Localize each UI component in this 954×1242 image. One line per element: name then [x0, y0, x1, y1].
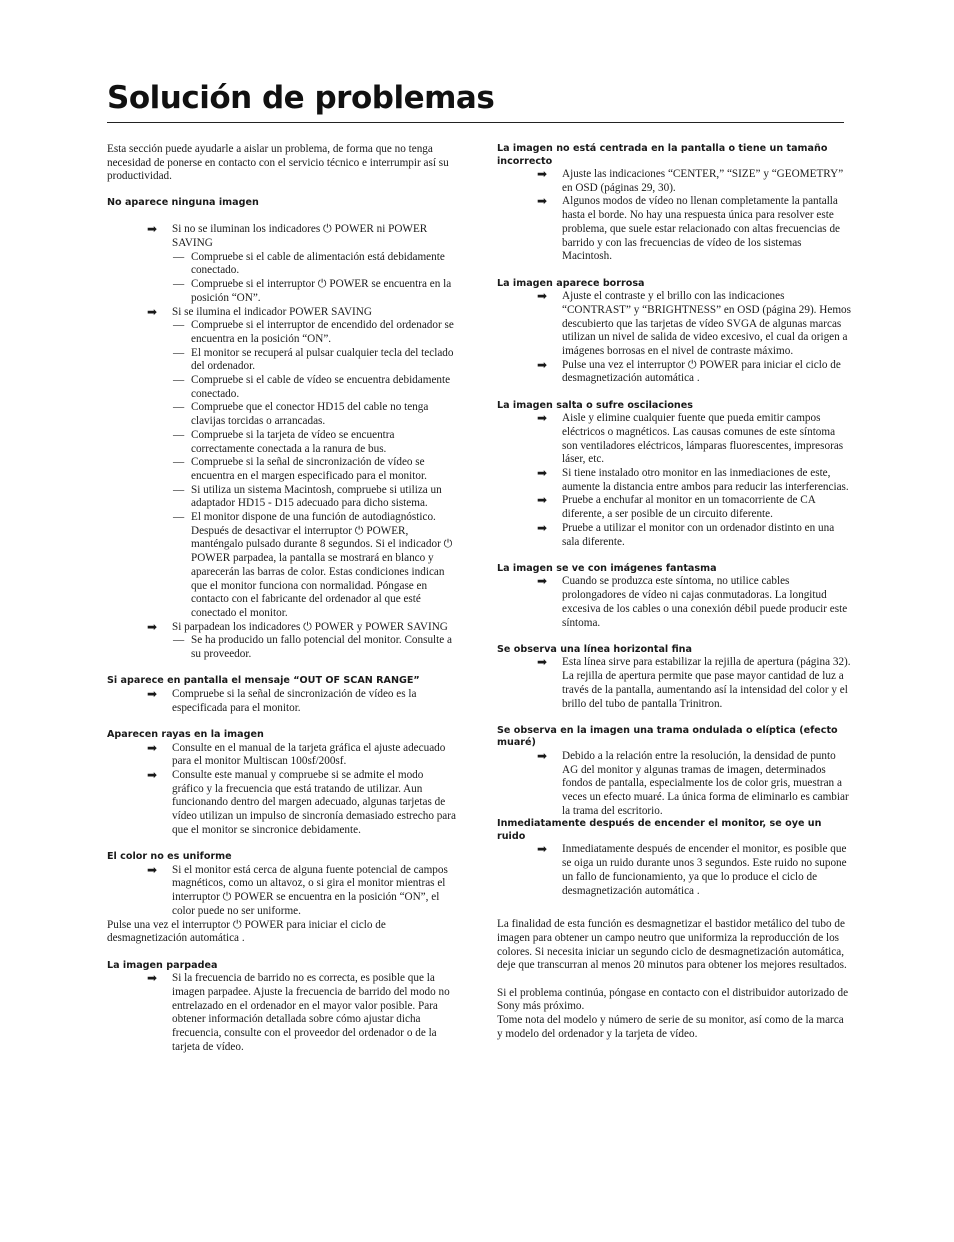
arrow-icon: ➡: [537, 167, 548, 181]
dash-item: [107, 374, 457, 401]
item-text: Ajuste el contraste y el brillo con las indicaciones “CONTRAST” y “BRIGHTNESS” en OSD (página 29). Hemos descubierto que las tarjetas de vídeo SVGA de algunas marcas utilizan un nivel de salida de video excesivo, el cual da origen a imágenes borrosas en el nivel de contraste máximo.: [562, 290, 851, 357]
arrow-icon: ➡: [537, 289, 548, 304]
item-text: Compruebe si la tarjeta de vídeo se encuentra correctamente conectada a la ranura de bus.: [191, 428, 395, 455]
arrow-icon: ➡: [537, 520, 548, 535]
paragraph: Esta sección puede ayudarle a aislar un problema, de forma que no tenga necesidad de ponerse en contacto con el servicio técnico e interrumpir así su productividad.: [107, 143, 449, 183]
dash-icon: —: [173, 250, 185, 263]
section-heading: Si aparece en pantalla el mensaje “OUT OF SCAN RANGE”: [107, 675, 420, 687]
dash-icon: —: [173, 319, 185, 332]
dash-item: [107, 456, 457, 483]
dash-item: [107, 484, 457, 511]
bullet-item: [497, 195, 852, 264]
item-text: Si parpadean los indicadores ⏻ POWER y POWER SAVING: [172, 620, 448, 633]
item-text: Si la frecuencia de barrido no es correcta, es posible que la imagen parpadee. Ajuste la frecuencia de barrido del modo no entrelazado en el ordenador en el mayor valor posible. Para obtener información detallada sobre cómo ajustar dicha frecuencia, consulte con el proveedor del ordenador o de la tarjeta de vídeo.: [172, 972, 450, 1053]
dash-icon: —: [173, 374, 185, 387]
arrow-icon: ➡: [537, 842, 548, 857]
arrow-icon: ➡: [537, 411, 548, 426]
arrow-icon: ➡: [147, 767, 158, 782]
arrow-icon: ➡: [537, 574, 548, 589]
arrow-icon: ➡: [147, 304, 158, 319]
dash-item: [107, 634, 457, 661]
item-text: Algunos modos de vídeo no llenan completamente la pantalla hasta el borde. No hay una respuesta única para resolver este problema, que suele estar relacionado con altas frecuencias de barrido y con las frecuencias de vídeo de los sistemas Macintosh.: [562, 195, 840, 263]
section-heading: Aparecen rayas en la imagen: [107, 729, 264, 741]
section-heading: El color no es uniforme: [107, 851, 232, 863]
bullet-item: [497, 750, 852, 819]
dash-icon: —: [173, 456, 185, 469]
item-text: Ajuste las indicaciones “CENTER,” “SIZE” y “GEOMETRY” en OSD (páginas 29, 30).: [562, 168, 844, 194]
item-text: Consulte este manual y compruebe si se admite el modo gráfico y la frecuencia que está tratando de utilizar. Aun funcionando dentro del margen adecuado, algunas tarjetas de vídeo utilizan un impulso de sincronía demasiado estrecho para que el monitor se sincronice debidamente.: [172, 768, 456, 836]
bullet-item: [107, 972, 457, 1054]
closing-paragraph: Si el problema continúa, póngase en contacto con el distribuidor autorizado de Sony más próximo.: [497, 986, 849, 1013]
dash-icon: —: [173, 401, 185, 414]
bullet-item: [497, 467, 852, 494]
arrow-icon: ➡: [537, 466, 548, 481]
item-text: El monitor se recuperá al pulsar cualquier tecla del teclado del ordenador.: [191, 346, 454, 373]
dash-item: [107, 401, 457, 428]
bullet-item: [497, 290, 852, 359]
bullet-item: [107, 306, 457, 320]
bullet-item: [497, 359, 852, 386]
section-heading: La imagen se ve con imágenes fantasma: [497, 562, 717, 574]
arrow-icon: ➡: [147, 222, 158, 237]
dash-icon: —: [173, 278, 185, 291]
dash-item: [107, 347, 457, 374]
dash-item: [107, 429, 457, 456]
spacer: [107, 210, 457, 224]
item-text: Si utiliza un sistema Macintosh, compruebe si utiliza un adaptador HD15 - D15 adecuado para dicho sistema.: [191, 483, 442, 510]
bullet-item: [107, 864, 457, 919]
spacer: [107, 946, 457, 960]
arrow-icon: ➡: [147, 862, 158, 877]
spacer: [497, 549, 852, 563]
dash-icon: —: [173, 511, 185, 524]
section-heading: Se observa en la imagen una trama ondulada o elíptica (efecto muaré): [497, 724, 838, 749]
bullet-item: [497, 656, 852, 711]
dash-icon: —: [173, 428, 185, 441]
page-title: Solución de problemas: [107, 80, 495, 116]
bullet-item: [497, 168, 852, 195]
section-heading: La imagen parpadea: [107, 959, 218, 971]
spacer: [497, 711, 852, 725]
item-text: Si se ilumina el indicador POWER SAVING: [172, 305, 372, 318]
paragraph: Pulse una vez el interruptor ⏻ POWER para iniciar el ciclo de desmagnetización automática .: [107, 918, 386, 945]
spacer: [497, 386, 852, 400]
item-text: Compruebe si el cable de vídeo se encuentra debidamente conectado.: [191, 374, 451, 400]
item-text: Esta línea sirve para estabilizar la rejilla de apertura (página 32). La rejilla de apertura permite que pase mayor cantidad de luz a través de la pantalla, aumentando así la intensidad del color y el brillo del tubo de pantalla Trinitron.: [562, 656, 851, 710]
item-text: Debido a la relación entre la resolución, la densidad de punto AG del monitor y algunas tramas de imagen, determinados fondos de pantalla, especialmente los de color gris, muestran a veces un efecto muaré. La única forma de eliminarlo es cambiar la trama del escritorio.: [562, 749, 849, 817]
dash-icon: —: [173, 483, 185, 496]
arrow-icon: ➡: [537, 493, 548, 508]
bullet-item: [107, 621, 457, 635]
item-text: Si el monitor está cerca de alguna fuente potencial de campos magnéticos, como un altavoz, o si gira el monitor mientras el interruptor ⏻ POWER se encuentra en la posición “ON”, el color puede no ser uniforme.: [172, 863, 448, 917]
dash-icon: —: [173, 634, 185, 647]
item-text: Compruebe si la señal de sincronización de vídeo se encuentra en el margen especificado para el monitor.: [191, 456, 427, 482]
dash-item: [107, 511, 457, 621]
section-heading: Se observa una línea horizontal fina: [497, 643, 692, 655]
section-heading: La imagen aparece borrosa: [497, 277, 645, 289]
spacer: [497, 973, 852, 987]
spacer: [107, 838, 457, 852]
dash-item: [107, 278, 457, 305]
item-text: Compruebe si el cable de alimentación está debidamente conectado.: [191, 250, 445, 277]
bullet-item: [107, 223, 457, 250]
section-heading: Inmediatamente después de encender el monitor, se oye un ruido: [497, 818, 822, 842]
title-rule: [107, 122, 844, 123]
item-text: Compruebe si la señal de sincronización de vídeo es la especificada para el monitor.: [172, 687, 417, 714]
dash-item: [107, 319, 457, 346]
arrow-icon: ➡: [147, 740, 158, 755]
spacer: [497, 630, 852, 644]
right-column: [497, 143, 852, 1042]
bullet-item: [497, 522, 852, 549]
spacer: [497, 898, 852, 918]
bullet-item: [497, 412, 852, 467]
left-column: [107, 143, 457, 1054]
bullet-item: [497, 494, 852, 521]
closing-paragraph: La finalidad de esta función es desmagnetizar el bastidor metálico del tubo de imagen para obtener un campo neutro que uniformiza la reproducción de los colores. Si necesita iniciar un segundo ciclo de desmagnetización automática, deje que transcurran al menos 20 minutos para obtener los mejores resultados.: [497, 918, 847, 972]
bullet-item: [107, 769, 457, 838]
dash-icon: —: [173, 346, 185, 359]
bullet-item: [497, 843, 852, 898]
arrow-icon: ➡: [147, 971, 158, 986]
arrow-icon: ➡: [537, 194, 548, 209]
item-text: Si no se iluminan los indicadores ⏻ POWER ni POWER SAVING: [172, 223, 428, 249]
arrow-icon: ➡: [537, 655, 548, 670]
arrow-icon: ➡: [147, 619, 158, 634]
item-text: Pruebe a enchufar al monitor en un tomacorriente de CA diferente, a ser posible de un circuito diferente.: [562, 494, 816, 521]
item-text: Pruebe a utilizar el monitor con un ordenador distinto en una sala diferente.: [562, 521, 835, 548]
spacer: [107, 715, 457, 729]
bullet-item: [497, 575, 852, 630]
item-text: Pulse una vez el interruptor ⏻ POWER para iniciar el ciclo de desmagnetización automática .: [562, 358, 841, 385]
item-text: El monitor dispone de una función de autodiagnóstico. Después de desactivar el interruptor ⏻ POWER, manténgalo pulsado durante 8 segundos. Si el indicador ⏻ POWER parpadea, la pantalla se mostrará en blanco y aparecerán las barras de color. Estas condiciones indican que el monitor funciona con normalidad. Póngase en contacto con el fabricante del ordenador al que esté conectado el monitor.: [191, 511, 453, 619]
bullet-item: [107, 742, 457, 769]
item-text: Aisle y elimine cualquier fuente que pueda emitir campos eléctricos o magnéticos. Las causas comunes de este síntoma son ventiladores eléctricos, lámparas fluorescentes, impresoras láser, etc.: [562, 412, 844, 466]
bullet-item: [107, 688, 457, 715]
item-text: Compruebe si el interruptor de encendido del ordenador se encuentra en la posición “ON”.: [191, 319, 454, 345]
spacer: [497, 264, 852, 278]
section-heading: No aparece ninguna imagen: [107, 197, 259, 209]
item-text: Inmediatamente después de encender el monitor, es posible que se oiga un ruido durante unos 3 segundos. Este ruido no supone un fallo de funcionamiento, ya que lo produce el ciclo de desmagnetización automática .: [562, 843, 847, 897]
arrow-icon: ➡: [537, 748, 548, 763]
section-heading: La imagen salta o sufre oscilaciones: [497, 399, 693, 411]
arrow-icon: ➡: [537, 357, 548, 372]
item-text: Se ha producido un fallo potencial del monitor. Consulte a su proveedor.: [191, 634, 452, 661]
item-text: Compruebe si el interruptor ⏻ POWER se encuentra en la posición “ON”.: [191, 278, 452, 304]
spacer: [107, 662, 457, 676]
arrow-icon: ➡: [147, 686, 158, 701]
closing-paragraph: Tome nota del modelo y número de serie de su monitor, así como de la marca y modelo del ordenador y la tarjeta de vídeo.: [497, 1014, 844, 1040]
section-heading: La imagen no está centrada en la pantalla o tiene un tamaño incorrecto: [497, 143, 828, 167]
item-text: Compruebe que el conector HD15 del cable no tenga clavijas torcidas o arrancadas.: [191, 401, 429, 428]
dash-item: [107, 251, 457, 278]
item-text: Consulte en el manual de la tarjeta gráfica el ajuste adecuado para el monitor Multiscan 100sf/200sf.: [172, 741, 446, 768]
item-text: Cuando se produzca este síntoma, no utilice cables prolongadores de vídeo ni cajas conmutadoras. La longitud excesiva de los cables o una conexión débil puede producir este síntoma.: [562, 575, 848, 629]
item-text: Si tiene instalado otro monitor en las inmediaciones de este, aumente la distancia entre ambos para reducir las interferencias.: [562, 467, 849, 493]
